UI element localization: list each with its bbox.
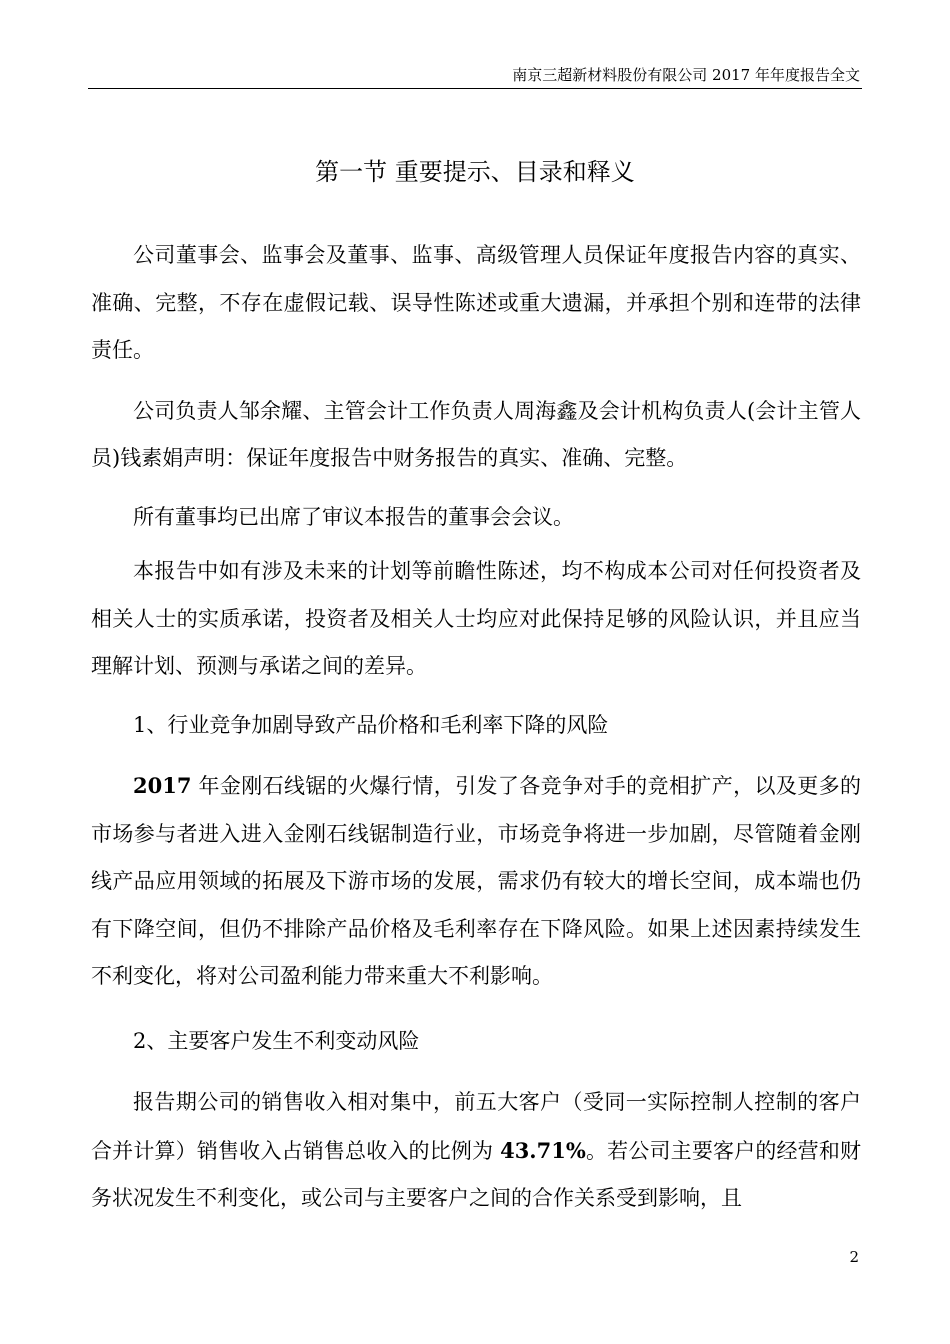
paragraph-forward-looking: 本报告中如有涉及未来的计划等前瞻性陈述，均不构成本公司对任何投资者及相关人士的实质承诺，投资者及相关人士均应对此保持足够的风险认识，并且应当理解计划、预测与承诺之间的差异。 (91, 559, 861, 678)
header-divider (88, 88, 862, 89)
risk-2-heading: 2、主要客户发生不利变动风险 (133, 1028, 420, 1053)
risk-1-text: 年金刚石线锯的火爆行情，引发了各竞争对手的竞相扩产，以及更多的市场参与者进入进入金刚石线锯制造行业，市场竞争将进一步加剧，尽管随着金刚线产品应用领域的拓展及下游市场的发展，需求仍有较大的增长空间，成本端也仍有下降空间，但仍不排除产品价格及毛利率存在下降风险。如果上述因素持续发生不利变化，将对公司盈利能力带来重大不利影响。 (91, 774, 861, 988)
paragraph-board-attendance: 所有董事均已出席了审议本报告的董事会会议。 (133, 504, 574, 529)
section-title: 第一节 重要提示、目录和释义 (315, 158, 635, 186)
risk-1-heading: 1、行业竞争加剧导致产品价格和毛利率下降的风险 (133, 712, 609, 737)
risk-2-text-a: 报告期公司的销售收入相对集中，前五大客户（受同一实际控制人控制的客户合并计算）销售收入占销售总收入的比例为 (91, 1090, 861, 1163)
document-body (91, 232, 861, 1223)
page-number: 2 (849, 1248, 859, 1266)
paragraph-financial-statement: 公司负责人邹余耀、主管会计工作负责人周海鑫及会计机构负责人(会计主管人员)钱素娟声明：保证年度报告中财务报告的真实、准确、完整。 (91, 398, 861, 470)
risk-1-body (91, 762, 861, 1001)
risk-2-text-b: 。若公司主要客户的经营和财务状况发生不利变化，或公司与主要客户之间的合作关系受到影响，且 (91, 1138, 861, 1210)
risk-1-year: 2017 (133, 773, 192, 798)
running-header: 南京三超新材料股份有限公司 2017 年年度报告全文 (512, 66, 860, 84)
risk-2-percentage: 43.71% (500, 1137, 586, 1163)
paragraph-board-guarantee: 公司董事会、监事会及董事、监事、高级管理人员保证年度报告内容的真实、准确、完整，不存在虚假记载、误导性陈述或重大遗漏，并承担个别和连带的法律责任。 (91, 243, 861, 362)
risk-2-body (91, 1079, 861, 1223)
